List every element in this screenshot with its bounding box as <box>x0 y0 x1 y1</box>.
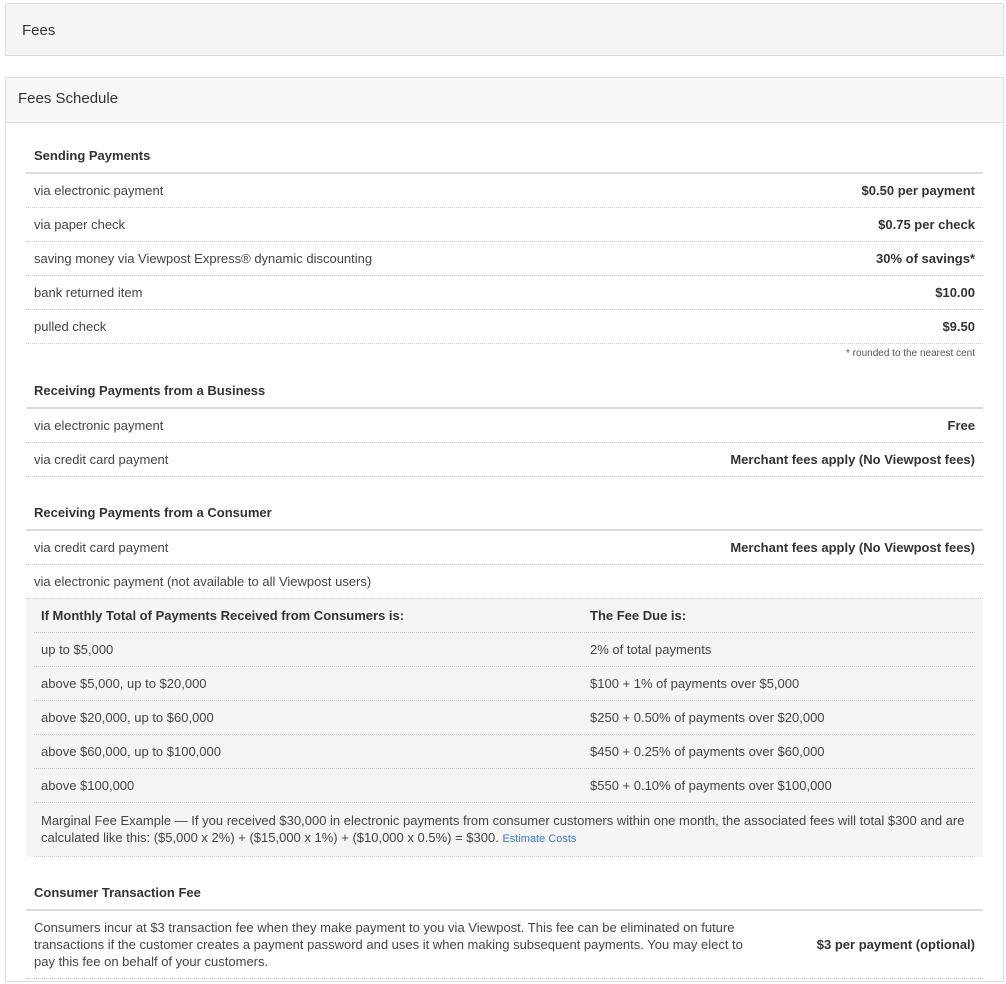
fee-row <box>26 565 983 599</box>
fees-schedule-panel <box>5 77 1004 982</box>
tier-range: above $5,000, up to $20,000 <box>41 676 207 691</box>
transaction-fee-row <box>26 911 983 979</box>
fee-value: 30% of savings* <box>876 251 975 266</box>
fee-row <box>26 276 983 310</box>
tier-range: above $20,000, up to $60,000 <box>41 710 214 725</box>
section-heading-transaction: Consumer Transaction Fee <box>26 877 983 911</box>
table-row <box>34 769 975 803</box>
column-header: If Monthly Total of Payments Received from Consumers is: <box>41 608 405 623</box>
rounding-note: * rounded to the nearest cent <box>846 348 975 359</box>
fee-row <box>26 310 983 344</box>
fees-header <box>5 3 1004 56</box>
fee-value: $0.50 per payment <box>861 183 975 198</box>
fee-row <box>26 531 983 565</box>
fee-value: $10.00 <box>935 285 975 300</box>
fee-value: Free <box>947 418 975 433</box>
tier-fee: $250 + 0.50% of payments over $20,000 <box>590 710 825 725</box>
transaction-fee-value: $3 per payment (optional) <box>816 937 975 952</box>
table-row <box>34 735 975 769</box>
tier-fee: $450 + 0.25% of payments over $60,000 <box>590 744 825 759</box>
fee-label: via credit card payment <box>34 452 169 467</box>
example-text: Marginal Fee Example — If you received $30,000 in electronic payments from consumer customers within one month, the associated fees will total $300 and are calculated like this: ($5,000 x 2%) + ($15,000 x 1%) + ($10,000 x 0.5%) = $300. <box>41 813 965 845</box>
fee-row <box>26 242 983 276</box>
tier-range: above $100,000 <box>41 778 135 793</box>
fee-value: Merchant fees apply (No Viewpost fees) <box>730 452 975 467</box>
fee-value: Merchant fees apply (No Viewpost fees) <box>730 540 975 555</box>
section-heading-sending: Sending Payments <box>26 140 983 174</box>
fee-row <box>26 208 983 242</box>
fee-row <box>26 174 983 208</box>
table-row <box>34 667 975 701</box>
fee-value: $9.50 <box>942 319 975 334</box>
fee-label: via credit card payment <box>34 540 169 555</box>
fees-title: Fees <box>22 22 56 39</box>
tier-fee: $550 + 0.10% of payments over $100,000 <box>590 778 832 793</box>
estimate-costs-link[interactable]: Estimate Costs <box>502 833 577 845</box>
tier-range: above $60,000, up to $100,000 <box>41 744 221 759</box>
table-header <box>34 599 975 633</box>
fee-value: $0.75 per check <box>878 217 975 232</box>
fee-label: via electronic payment <box>34 418 164 433</box>
table-row <box>34 633 975 667</box>
marginal-fee-example <box>34 803 975 857</box>
fee-label: via electronic payment <box>34 183 164 198</box>
transaction-fee-text: Consumers incur at $3 transaction fee when they make payment to you via Viewpost. This fee can be eliminated on future transactions if the customer creates a payment password and uses it when making subsequent payments. You may elect to pay this fee on behalf of your customers. <box>34 920 743 969</box>
fee-row <box>26 409 983 443</box>
fee-label: via paper check <box>34 217 126 232</box>
fee-label: via electronic payment (not available to all Viewpost users) <box>34 574 372 589</box>
section-heading-consumer: Receiving Payments from a Consumer <box>26 497 983 531</box>
table-row <box>34 701 975 735</box>
fee-row <box>26 443 983 477</box>
tier-fee: $100 + 1% of payments over $5,000 <box>590 676 800 691</box>
fee-label: bank returned item <box>34 285 143 300</box>
fee-label: pulled check <box>34 319 107 334</box>
tier-fee: 2% of total payments <box>590 642 712 657</box>
section-heading-business: Receiving Payments from a Business <box>26 375 983 409</box>
column-header: The Fee Due is: <box>590 608 687 623</box>
fees-schedule-title: Fees Schedule <box>6 78 1003 123</box>
tier-range: up to $5,000 <box>41 642 114 657</box>
consumer-fee-table <box>26 599 983 857</box>
fee-label: saving money via Viewpost Express® dynamic discounting <box>34 251 373 266</box>
